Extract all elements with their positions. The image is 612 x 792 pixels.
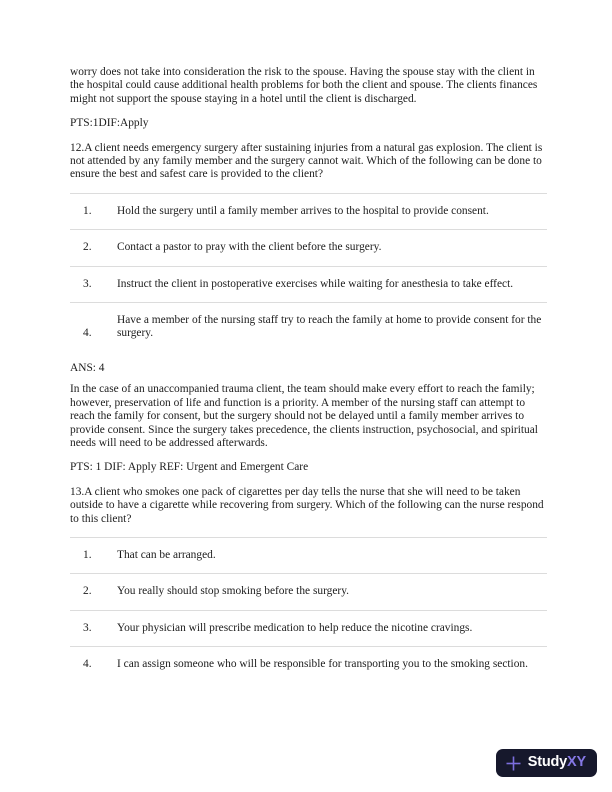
option-number: 3. (83, 277, 92, 290)
option-text: Have a member of the nursing staff try to reach the family at home to provide consent for the surgery. (117, 314, 542, 340)
page-content (70, 66, 547, 693)
option-row (70, 193, 547, 229)
option-row (70, 302, 547, 352)
pts-line-q12: PTS: 1 DIF: Apply REF: Urgent and Emergent Care (70, 461, 309, 474)
rationale-q12: In the case of an unaccompanied trauma client, the team should make every effort to reach the family; however, preservation of life and function is a priority. A member of the nursing staff can attempt to reach the family for consent, but the surgery should not be delayed until a family member arrives to provide consent. Since the surgery takes precedence, the clients instruction, psychosocial, and spiritual needs will need to be addressed afterwards. (70, 383, 538, 449)
question-13-options (70, 537, 547, 683)
option-text: Contact a pastor to pray with the client before the surgery. (117, 241, 382, 254)
studyxy-logo-badge[interactable] (496, 749, 597, 777)
option-number: 2. (83, 241, 92, 254)
option-number: 1. (83, 204, 92, 217)
option-number: 2. (83, 585, 92, 598)
plus-icon (505, 755, 522, 772)
question-12-options (70, 193, 547, 352)
option-row (70, 537, 547, 573)
answer-line-q12: ANS: 4 (70, 361, 105, 374)
option-row (70, 229, 547, 265)
option-row (70, 646, 547, 682)
option-text: I can assign someone who will be responsible for transporting you to the smoking section. (117, 658, 528, 671)
logo-text-accent: XY (567, 754, 586, 771)
option-text: Hold the surgery until a family member arrives to the hospital to provide consent. (117, 204, 489, 217)
option-number: 4. (83, 658, 92, 671)
option-number: 4. (83, 327, 92, 340)
question-12-text: 12.A client needs emergency surgery after sustaining injuries from a natural gas explosion. The client is not attended by any family member and the surgery cannot wait. Which of the following can be done to ensure the best and safest care is provided to the client? (70, 141, 543, 181)
pts-line-q11: PTS:1DIF:Apply (70, 117, 149, 130)
option-text: You really should stop smoking before the surgery. (117, 585, 350, 598)
option-row (70, 266, 547, 302)
option-text: Your physician will prescribe medication to help reduce the nicotine cravings. (117, 621, 473, 634)
option-text: Instruct the client in postoperative exercises while waiting for anesthesia to take effect. (117, 277, 514, 290)
intro-paragraph: worry does not take into consideration the risk to the spouse. Having the spouse stay with the client in the hospital could cause additional health problems for both the client and spouse. The clients finances might not support the spouse staying in a hotel until the client is discharged. (70, 66, 538, 105)
option-number: 1. (83, 548, 92, 561)
option-number: 3. (83, 621, 92, 634)
logo-text-primary: Study (527, 754, 568, 771)
option-row (70, 610, 547, 646)
logo-text (528, 756, 586, 769)
option-row (70, 573, 547, 609)
option-text: That can be arranged. (117, 548, 216, 561)
question-13-text: 13.A client who smokes one pack of cigarettes per day tells the nurse that she will need to be taken outside to have a cigarette while recovering from surgery. Which of the following can the nurse respond to this client? (70, 485, 544, 525)
